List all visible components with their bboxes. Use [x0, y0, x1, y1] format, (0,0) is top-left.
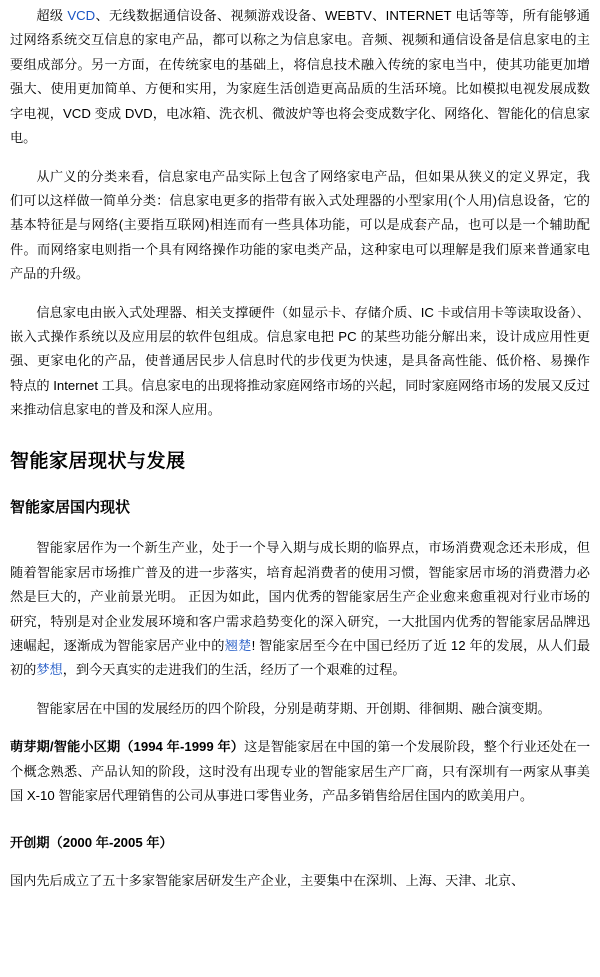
paragraph-information-appliance-definition [10, 4, 590, 151]
inline-link-mengxiang[interactable]: 梦想 [36, 662, 63, 678]
paragraph-smart-home-industry-status [10, 536, 590, 683]
stage-body: 国内先后成立了五十多家智能家居研发生产企业，主要集中在深圳、上海、天津、北京、 [10, 872, 525, 888]
inline-link-vcd[interactable]: VCD [67, 8, 96, 23]
text-run: 从广义的分类来看，信息家电产品实际上包含了网络家电产品，但如果从狭义的定义界定，我们可以这样做一简单分类：信息家电更多的指带有嵌入式处理器的小型家用(个人用)信息设备，它的基本特征是与网络(主要指互联网)相连而有一些具体功能，可以是成套产品，也可以是一个辅助配件。而网络家电则指一个具有网络操作功能的家电类产品，这种家电可以理解是我们原来普通家电产品的升级。 [10, 168, 590, 282]
stage-pioneering-period-body [10, 869, 590, 893]
stage-pioneering-period [10, 831, 590, 855]
text-run: ，到今天真实的走进我们的生活，经历了一个艰难的过程。 [62, 662, 406, 678]
stage-body: 这是智能家居在中国的第一个发展阶段，整个行业还处在一个概念熟悉、产品认知的阶段，这时没有出现专业的智能家居生产厂商，只有深圳有一两家从事美国 X-10 智能家居代理销售的公司从事进口零售业务，产品多销售给居住国内的欧美用户。 [10, 739, 591, 804]
text-run: 信息家电由嵌入式处理器、相关支撑硬件（如显示卡、存储介质、IC 卡或信用卡等读取设备）、嵌入式操作系统以及应用层的软件包组成。信息家电把 PC 的某些功能分解出来，设计成应用性更强、更家电化的产品，使普通居民步人信息时代的步伐更为快速，是具备高性能、低价格、易操作特点的 Internet 工具。信息家电的出现将推动家庭网络市场的兴起，同时家庭网络市场的发展又反过来推动信息家电的普及和深人应用。 [10, 304, 590, 418]
paragraph-composition-and-impact [10, 301, 590, 423]
text-run: ! 智能家居至今在中国已经历了近 12 年的发展，从人们最初的 [10, 638, 591, 678]
inline-link-qiaochu[interactable]: 翘楚 [224, 638, 252, 654]
paragraph-four-stages-intro [10, 697, 590, 721]
text-run: 智能家居作为一个新生产业，处于一个导入期与成长期的临界点，市场消费观念还未形成，但随着智能家居市场推广普及的进一步落实，培育起消费者的使用习惯，智能家居市场的消费潜力必然是巨大的，产业前景光明。 正因为如此，国内优秀的智能家居生产企业愈来愈重视对行业市场的研究，特别是对企业发展环境和客户需求趋势变化的深入研究，一大批国内优秀的智能家居品牌迅速崛起，逐渐成为智能家居产业中的 [10, 540, 590, 654]
stage-budding-period [10, 735, 590, 808]
stage-heading: 开创期（2000 年-2005 年） [10, 834, 173, 850]
subsection-heading-domestic-status: 智能家居国内现状 [10, 499, 131, 517]
paragraph-broad-classification [10, 165, 590, 287]
text-run: 、无线数据通信设备、视频游戏设备、WEBTV、INTERNET 电话等等，所有能够通过网络系统交互信息的家电产品，都可以称之为信息家电。音频、视频和通信设备是信息家电的主要组成部分。另一方面，在传统家电的基础上，将信息技术融入传统的家电当中，使其功能更加增强大、使用更加简单、方便和实用，为家庭生活创造更高品质的生活环境。比如模拟电视发展成数字电视，VCD 变成 DVD，电冰箱、洗衣机、微波炉等也将会变成数字化、网络化、智能化的信息家电。 [10, 8, 590, 146]
stage-heading: 萌芽期/智能小区期（1994 年-1999 年） [10, 739, 245, 755]
text-run: 智能家居在中国的发展经历的四个阶段，分别是萌芽期、开创期、徘徊期、融合演变期。 [36, 700, 551, 716]
text-run: 超级 [36, 8, 68, 23]
section-heading-smart-home-status: 智能家居现状与发展 [10, 450, 186, 472]
